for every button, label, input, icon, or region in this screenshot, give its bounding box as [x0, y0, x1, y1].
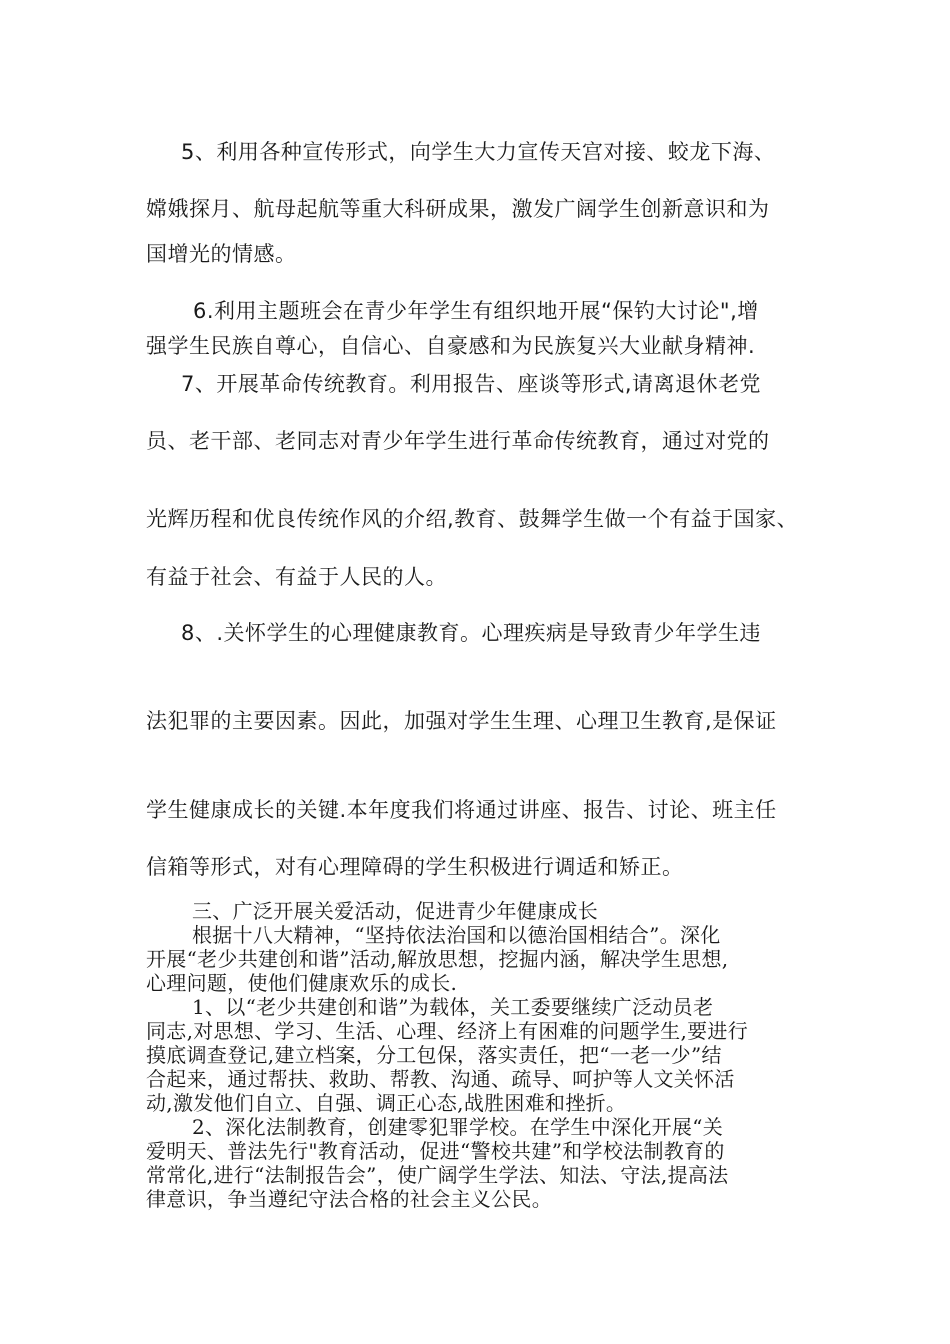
text-line: 爱明天、普法先行"教育活动，促进“警校共建”和学校法制教育的	[146, 1139, 725, 1163]
text-line: 7、开展革命传统教育。利用报告、座谈等形式,请离退休老党	[181, 372, 762, 396]
text-line: 开展“老少共建创和谐”活动,解放思想，挖掘内涵，解决学生思想,	[146, 947, 729, 971]
text-line: 摸底调查登记,建立档案，分工包保，落实责任，把“一老一少”结	[146, 1043, 722, 1067]
text-line: 动,激发他们自立、自强、调正心态,战胜困难和挫折。	[146, 1091, 627, 1115]
text-line: 1、以“老少共建创和谐”为载体，关工委要继续广泛动员老	[192, 995, 714, 1019]
text-line: 合起来，通过帮扶、救助、帮教、沟通、疏导、呵护等人文关怀活	[146, 1067, 735, 1091]
text-line: 信箱等形式，对有心理障碍的学生积极进行调适和矫正。	[146, 855, 684, 879]
text-line: 6.利用主题班会在青少年学生有组织地开展“保钓大讨论",增	[193, 299, 759, 323]
text-line: 员、老干部、老同志对青少年学生进行革命传统教育，通过对党的	[146, 429, 770, 453]
text-line: 律意识，争当遵纪守法合格的社会主义公民。	[146, 1187, 552, 1211]
text-line: 8、.关怀学生的心理健康教育。心理疾病是导致青少年学生违	[181, 621, 762, 645]
text-line: 嫦娥探月、航母起航等重大科研成果，激发广阔学生创新意识和为	[146, 197, 770, 221]
section-heading: 三、广泛开展关爱活动，促进青少年健康成长	[192, 899, 598, 923]
text-line: 国增光的情感。	[146, 242, 297, 266]
text-line: 常常化,进行“法制报告会”，使广阔学生学法、知法、守法,提高法	[146, 1163, 729, 1187]
text-line: 有益于社会、有益于人民的人。	[146, 565, 447, 589]
text-line: 同志,对思想、学习、生活、心理、经济上有困难的问题学生,要进行	[146, 1019, 749, 1043]
text-line: 光辉历程和优良传统作风的介绍,教育、鼓舞学生做一个有益于国家、	[146, 507, 799, 531]
text-line: 学生健康成长的关键.本年度我们将通过讲座、报告、讨论、班主任	[146, 798, 777, 822]
text-line: 根据十八大精神，“坚持依法治国和以德治国相结合”。深化	[192, 923, 721, 947]
text-line: 强学生民族自尊心，自信心、自豪感和为民族复兴大业献身精神.	[146, 334, 756, 358]
text-line: 5、利用各种宣传形式，向学生大力宣传天宫对接、蛟龙下海、	[181, 140, 776, 164]
text-line: 2、深化法制教育，创建零犯罪学校。在学生中深化开展“关	[192, 1115, 724, 1139]
text-line: 法犯罪的主要因素。因此，加强对学生生理、心理卫生教育,是保证	[146, 709, 777, 733]
text-line: 心理问题，使他们健康欢乐的成长.	[146, 971, 458, 995]
